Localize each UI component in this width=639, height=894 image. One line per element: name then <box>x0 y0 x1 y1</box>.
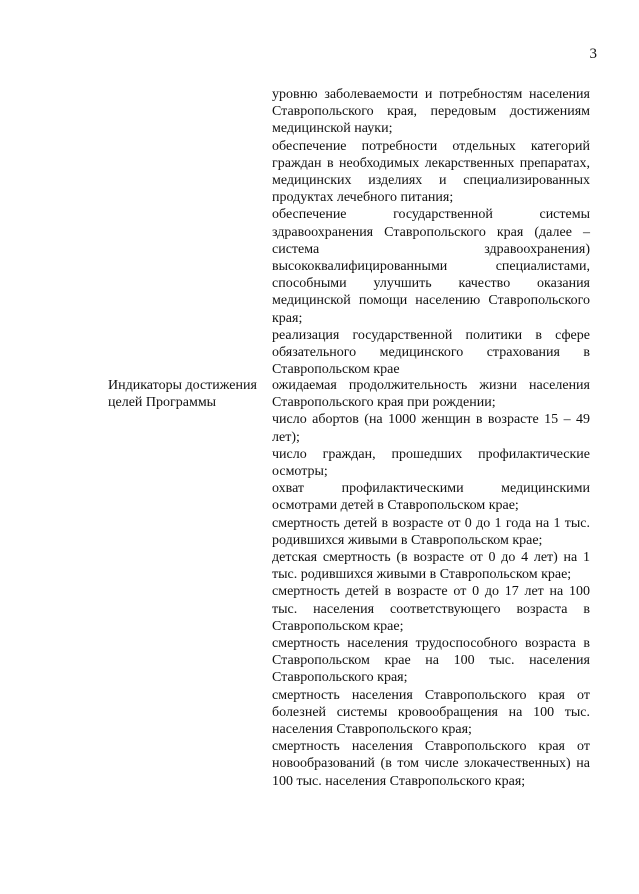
goal-paragraph-1: уровню заболеваемости и потребностям населения Ставропольского края, передовым достижениям медицинской науки; <box>272 87 590 137</box>
goal-paragraph-3: обеспечение государственной системы здравоохранения Ставропольского края (далее – система здравоохранения) высококвалифицированными специалистами, способными улучшить качество оказания медицинской помощи населению Ставропольского края; <box>272 207 590 326</box>
goal-paragraph-4: реализация государственной политики в сфере обязательного медицинского страхования в Ставропольском крае <box>272 327 590 378</box>
indicator-paragraph-6: детская смертность (в возрасте от 0 до 4 лет) на 1 тыс. родившихся живыми в Ставропольском крае; <box>272 550 590 583</box>
indicator-paragraph-2: число абортов (на 1000 женщин в возрасте 15 – 49 лет); <box>272 412 590 445</box>
goals-text <box>272 86 590 378</box>
indicator-paragraph-8: смертность населения трудоспособного возраста в Ставропольском крае на 100 тыс. населения Ставропольского края; <box>272 636 590 686</box>
indicator-paragraph-7: смертность детей в возрасте от 0 до 17 лет на 100 тыс. населения соответствующего возраста в Ставропольском крае; <box>272 584 590 634</box>
page-number: 3 <box>589 46 597 62</box>
indicator-paragraph-1: ожидаемая продолжительность жизни населения Ставропольского края при рождении; <box>272 378 590 411</box>
indicator-paragraph-10: смертность населения Ставропольского края от новообразований (в том числе злокачественных) на 100 тыс. населения Ставропольского края; <box>272 739 590 789</box>
indicator-paragraph-3: число граждан, прошедших профилактические осмотры; <box>272 446 590 480</box>
indicator-paragraph-5: смертность детей в возрасте от 0 до 1 года на 1 тыс. родившихся живыми в Ставропольском крае; <box>272 515 590 548</box>
indicators-label: Индикаторы достижения целей Программы <box>108 378 257 411</box>
indicator-paragraph-9: смертность населения Ставропольского края от болезней системы кровообращения на 100 тыс. населения Ставропольского края; <box>272 687 590 738</box>
goal-paragraph-2: обеспечение потребности отдельных категорий граждан в необходимых лекарственных препаратах, медицинских изделиях и специализированных продуктах лечебного питания; <box>272 138 590 206</box>
indicators-text <box>272 377 590 790</box>
indicator-paragraph-4: охват профилактическими медицинскими осмотрами детей в Ставропольском крае; <box>272 481 590 514</box>
